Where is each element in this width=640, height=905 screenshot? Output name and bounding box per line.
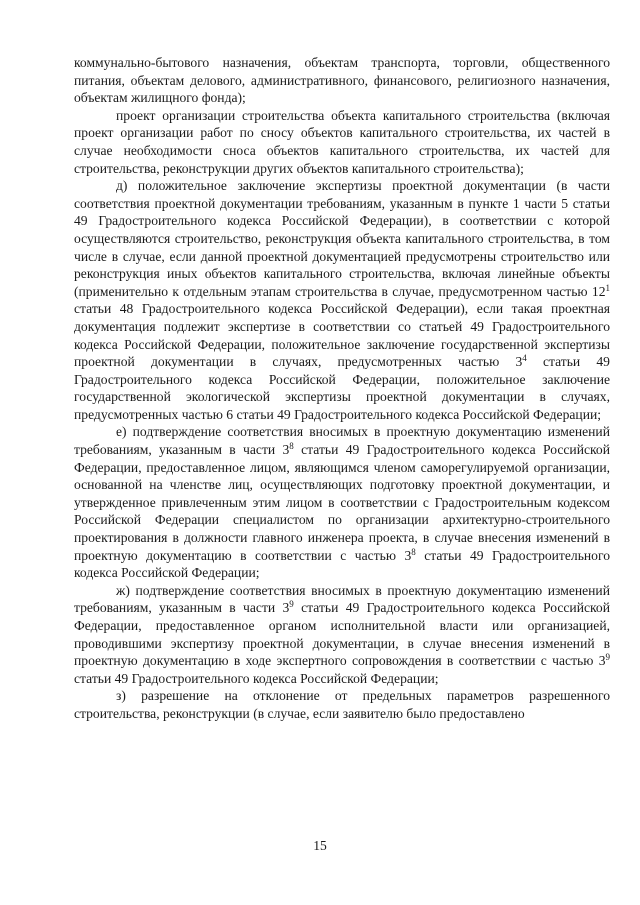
paragraph-text: статьи 49 Градостроительного кодекса Российской Федерации, положительное заключение государственной экологической экспертизы проектной документации в случаях, предусмотренных частью 6 статьи 49 Градостроительного кодекса Российской Федерации;: [74, 354, 610, 422]
paragraph-text: статьи 49 Градостроительного кодекса Российской Федерации, предоставленное лицом, являющимся членом саморегулируемой организации, основанной на членстве лиц, осуществляющих подготовку проектной документации, и утвержденное привлеченным этим лицом в соответствии с Градостроительным кодексом Российской Федерации специалистом по организации архитектурно-строительного проектирования в должности главного инженера проекта, в случае внесения изменений в проектную документацию в соответствии с частью 3: [74, 442, 610, 563]
paragraph-text: статьи 49 Градостроительного кодекса Российской Федерации;: [74, 670, 439, 686]
paragraph-1: [74, 54, 610, 107]
superscript: 9: [605, 652, 610, 663]
paragraph-text: з) разрешение на отклонение от предельных параметров разрешенного строительства, реконструкции (в случае, если заявителю было предоставлено: [74, 688, 610, 721]
paragraph-zh: [74, 582, 610, 688]
paragraph-2: [74, 107, 610, 177]
superscript: 1: [605, 282, 610, 293]
paragraph-text: статьи 49 Градостроительного кодекса Российской Федерации;: [74, 547, 610, 581]
page-number: 15: [313, 838, 327, 853]
paragraph-text: ж) подтверждение соответствия вносимых в проектную документацию изменений требованиям, указанным в части 3: [74, 582, 610, 616]
paragraph-d: [74, 177, 610, 423]
document-page: [74, 54, 610, 723]
paragraph-text: проект организации строительства объекта капитального строительства (включая проект организации работ по сносу объектов капитального строительства, их частей в случае необходимости сноса объектов капитального строительства, их частей для строительства, реконструкции других объектов капитального строительства);: [74, 107, 610, 176]
superscript: 8: [411, 546, 416, 557]
paragraph-text: е) подтверждение соответствия вносимых в проектную документацию изменений требованиям, указанным в части 3: [74, 424, 610, 458]
paragraph-text: статьи 49 Градостроительного кодекса Российской Федерации, предоставленное органом исполнительной власти или организацией, проводившими экспертизу проектной документации, в случае внесения изменений в проектную документацию в ходе экспертного сопровождения в соответствии с частью 3: [74, 600, 610, 669]
superscript: 8: [289, 441, 294, 452]
superscript: 9: [289, 599, 294, 610]
paragraph-e: [74, 423, 610, 581]
superscript: 4: [522, 353, 527, 364]
paragraph-text: статьи 48 Градостроительного кодекса Российской Федерации), если такая проектная документация подлежит экспертизе в соответствии со статьей 49 Градостроительного кодекса Российской Федерации, положительное заключение государственной экспертизы проектной документации в случаях, предусмотренных частью 3: [74, 301, 610, 370]
paragraph-text: д) положительное заключение экспертизы проектной документации (в части соответствия проектной документации требованиям, указанным в пункте 1 части 5 статьи 49 Градостроительного кодекса Российской Федерации), в соответствии с которой осуществляются строительство, реконструкция объекта капитального строительства, в том числе в случае, если данной проектной документацией предусмотрены строительство или реконструкция иных объектов капитального строительства, включая линейные объекты (применительно к отдельным этапам строительства в случае, предусмотренном частью 12: [74, 178, 610, 299]
paragraph-z: [74, 687, 610, 722]
paragraph-text: коммунально-бытового назначения, объектам транспорта, торговли, общественного питания, объектам делового, административного, финансового, религиозного назначения, объектам жилищного фонда);: [74, 55, 610, 106]
